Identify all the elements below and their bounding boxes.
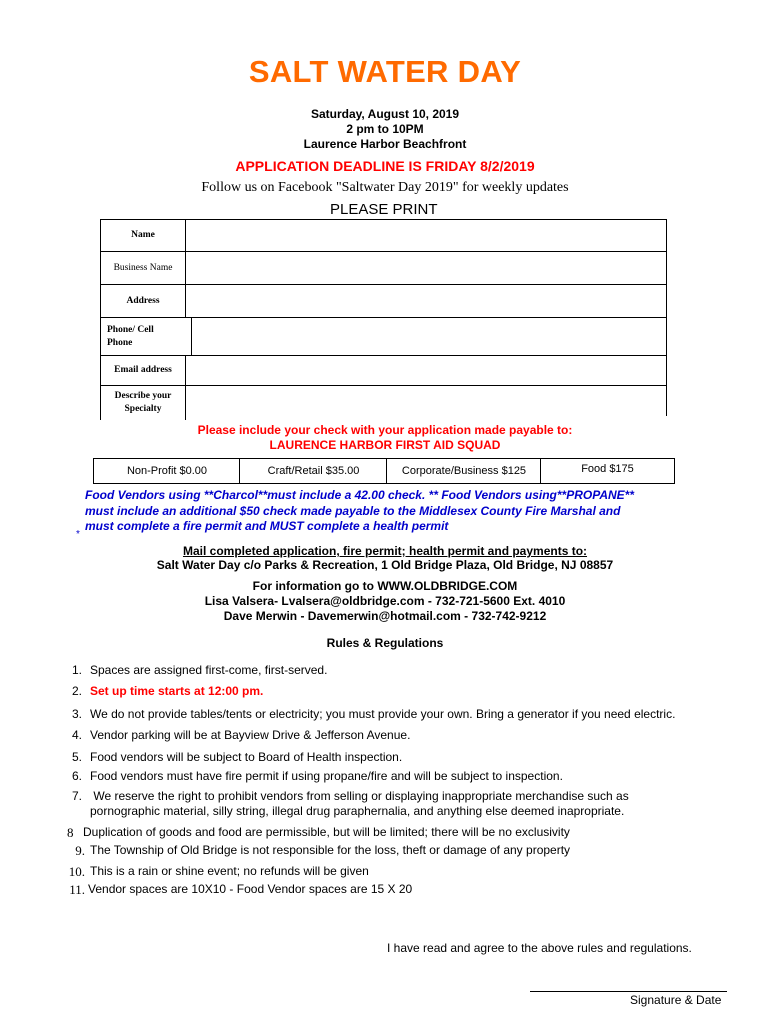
rule-text: Duplication of goods and food are permissible, but will be limited; there will be no exclusivity [83,825,570,839]
fee-options [93,458,675,484]
rule-item [60,864,740,879]
signature-line[interactable] [530,991,727,992]
signature-label: Signature & Date [630,993,722,1007]
rule-item [60,750,740,765]
fee-food[interactable]: Food $175 [540,459,675,483]
rule-number: 11. [69,882,85,897]
rule-number: 10. [68,864,85,879]
food-note-line2: must include an additional $50 check made payable to the Middlesex County Fire Marshal and [85,503,621,518]
rule-item [60,728,740,743]
name-label: Name [131,230,155,240]
rule-text: Vendor parking will be at Bayview Drive & Jefferson Avenue. [90,728,411,742]
mail-address: Salt Water Day c/o Parks & Recreation, 1 Old Bridge Plaza, Old Bridge, NJ 08857 [156,558,614,572]
phone-label-line2: Phone [107,337,133,348]
rule-text: We do not provide tables/tents or electricity; you must provide your own. Bring a generator if you need electric. [90,707,676,721]
name-row [101,220,667,252]
email-label: Email address [114,365,172,375]
rule-item [60,789,740,819]
address-row [101,285,667,318]
rule-number: 9. [75,843,85,858]
phone-row [101,318,667,356]
rule-number: 3. [71,707,82,721]
email-field[interactable] [185,356,667,385]
rule-text: Set up time starts at 12:00 pm. [90,684,264,698]
business-name-row [101,252,667,285]
rule-item [60,707,740,722]
phone-field[interactable] [191,318,667,355]
payment-note [0,423,770,453]
email-row [101,356,667,386]
facebook-note: Follow us on Facebook "Saltwater Day 2019" for weekly updates [201,180,569,195]
rule-text: Spaces are assigned first-come, first-served. [90,663,328,677]
rule-number: 2. [71,684,82,698]
rule-number: 5. [71,750,82,764]
address-label: Address [126,295,160,306]
rule-text: We reserve the right to prohibit vendors from selling or displaying inappropriate merchandise such as [93,789,629,803]
rule-text-continued: pornographic material, silly string, illegal drug paraphernalia, and anything else deemed inapropriate. [90,804,625,818]
mail-heading: Mail completed application, fire permit; health permit and payments to: [182,544,588,558]
rules-heading: Rules & Regulations [326,636,444,650]
rule-number: 1. [71,663,82,677]
name-field[interactable] [185,220,667,251]
event-location: Laurence Harbor Beachfront [303,137,467,151]
fee-craft-retail[interactable]: Craft/Retail $35.00 [239,459,387,483]
phone-label-line1: Phone/ Cell [107,324,154,335]
rule-item [60,663,740,678]
rule-item [60,684,740,699]
rule-item [60,843,740,858]
rule-number: 6. [71,769,82,783]
business-name-label: Business Name [113,262,173,273]
rule-text: The Township of Old Bridge is not responsible for the loss, theft or damage of any property [90,843,571,857]
info-website: For information go to WWW.OLDBRIDGE.COM [252,579,518,593]
rule-item [60,825,740,840]
please-print-label: PLEASE PRINT [330,201,438,218]
rule-number: 7. [71,789,82,803]
application-deadline: APPLICATION DEADLINE IS FRIDAY 8/2/2019 [235,158,535,174]
rule-item [60,769,740,784]
specialty-label-line1: Describe your [114,391,172,401]
asterisk-mark: * [76,529,80,540]
fee-corporate[interactable]: Corporate/Business $125 [386,459,541,483]
food-note-line3: must complete a fire permit and MUST complete a health permit [85,519,449,533]
application-form [100,219,667,420]
table-edge [666,382,667,416]
rule-item [60,882,740,897]
payment-note-line1: Please include your check with your application made payable to: [197,423,573,437]
specialty-field[interactable] [185,386,667,420]
contact-lisa: Lisa Valsera- Lvalsera@oldbridge.com - 732-721-5600 Ext. 4010 [204,594,566,608]
rule-text: Vendor spaces are 10X10 - Food Vendor spaces are 15 X 20 [88,882,413,896]
event-time: 2 pm to 10PM [346,122,424,136]
agreement-text: I have read and agree to the above rules and regulations. [387,941,692,955]
rule-number: 8 [67,825,74,840]
rule-text: This is a rain or shine event; no refunds will be given [90,864,369,878]
contact-dave: Dave Merwin - Davemerwin@hotmail.com - 732-742-9212 [223,609,547,623]
address-field[interactable] [185,285,667,317]
specialty-row [101,386,667,420]
phone-label [101,318,191,355]
payment-note-line2: LAURENCE HARBOR FIRST AID SQUAD [269,438,501,452]
business-name-field[interactable] [185,252,667,284]
event-date: Saturday, August 10, 2019 [310,107,460,121]
food-note-line1: Food Vendors using **Charcol**must include a 42.00 check. ** Food Vendors using**PROPANE** [85,488,635,502]
specialty-label [101,386,185,420]
rule-text: Food vendors will be subject to Board of Health inspection. [90,750,403,764]
fee-nonprofit[interactable]: Non-Profit $0.00 [93,459,240,483]
food-vendor-note [85,488,685,535]
rule-number: 4. [71,728,82,742]
rule-text: Food vendors must have fire permit if using propane/fire and will be subject to inspection. [90,769,563,783]
page-title: SALT WATER DAY [248,54,522,89]
specialty-label-line2: Specialty [124,404,162,414]
